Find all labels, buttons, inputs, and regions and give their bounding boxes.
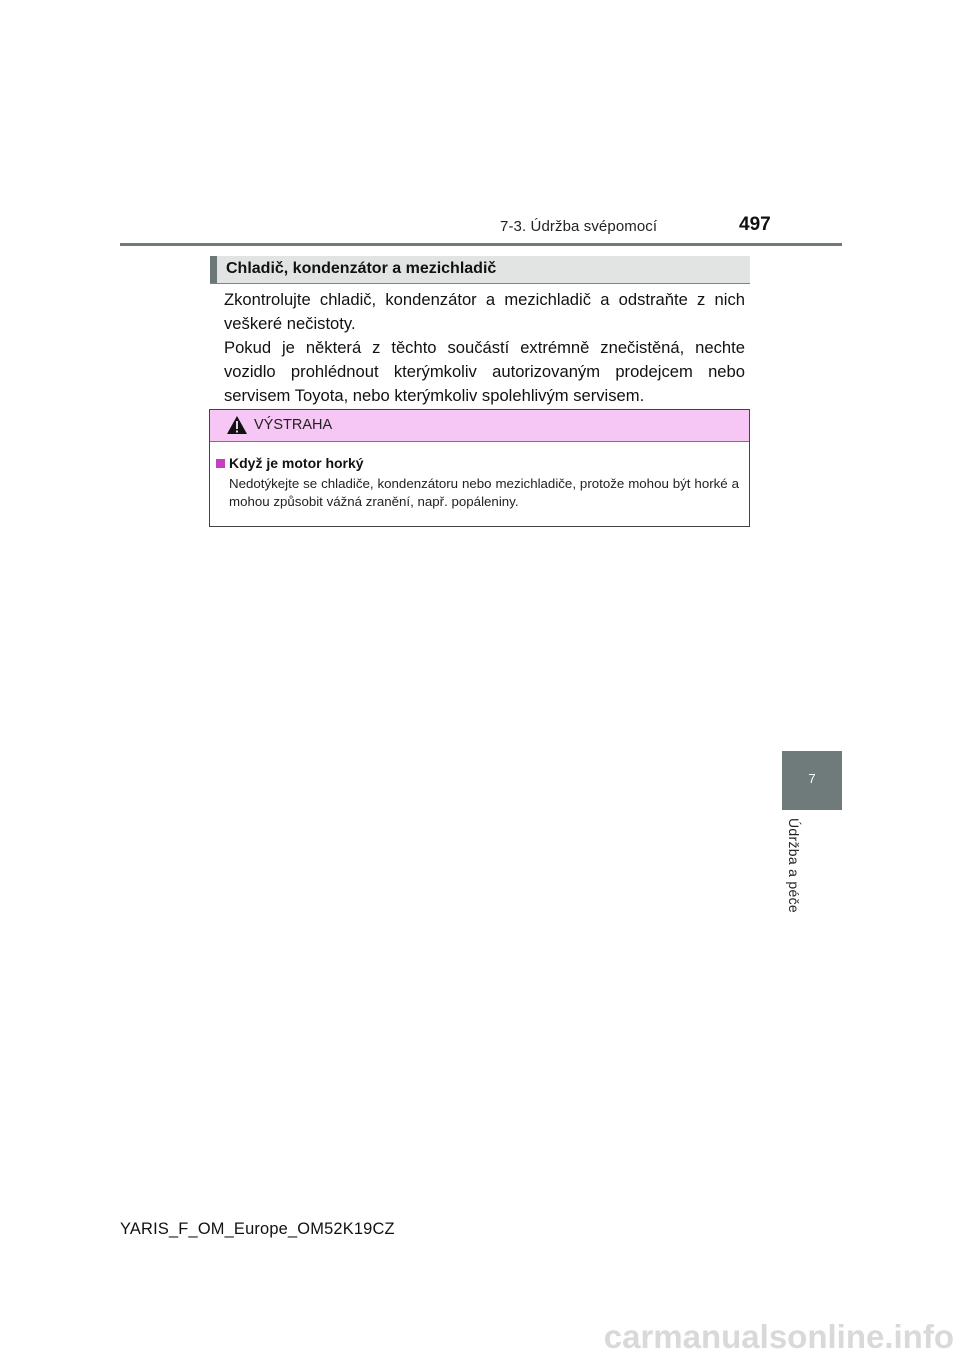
body-text [224,288,745,408]
section-heading-text: Chladič, kondenzátor a mezichladič [226,260,497,277]
warning-item-heading-text: Když je motor horký [229,455,364,471]
watermark: carmanualsonline.info [603,1318,954,1355]
header-section-title: 7-3. Údržba svépomocí [500,218,658,235]
warning-title: VÝSTRAHA [254,417,333,433]
warning-item-heading [216,455,364,471]
chapter-label: Údržba a péče [786,818,802,913]
bullet-square-icon [216,459,225,468]
warning-box [209,409,750,527]
header-rule [120,243,842,246]
warning-item-text: Nedotýkejte se chladiče, kondenzátoru nebo mezichladiče, protože mohou být horké a mohou způsobit vážná zranění, např. popáleniny. [229,476,739,509]
chapter-number: 7 [808,771,816,786]
section-heading-bar [210,256,217,283]
chapter-tab [782,751,842,810]
body-paragraph-1: Zkontrolujte chladič, kondenzátor a mezichladič a odstraňte z nich veškeré nečistoty. [224,290,745,333]
footer-code: YARIS_F_OM_Europe_OM52K19CZ [120,1220,395,1238]
warning-header [210,410,749,442]
page-number: 497 [739,214,771,235]
section-heading [210,256,750,284]
warning-triangle-icon [226,415,248,435]
body-paragraph-2: Pokud je některá z těchto součástí extrémně znečistěná, nechte vozidlo prohlédnout kterýmkoliv autorizovaným prodejcem nebo servisem Toyota, nebo kterýmkoliv spolehlivým servisem. [224,338,745,405]
